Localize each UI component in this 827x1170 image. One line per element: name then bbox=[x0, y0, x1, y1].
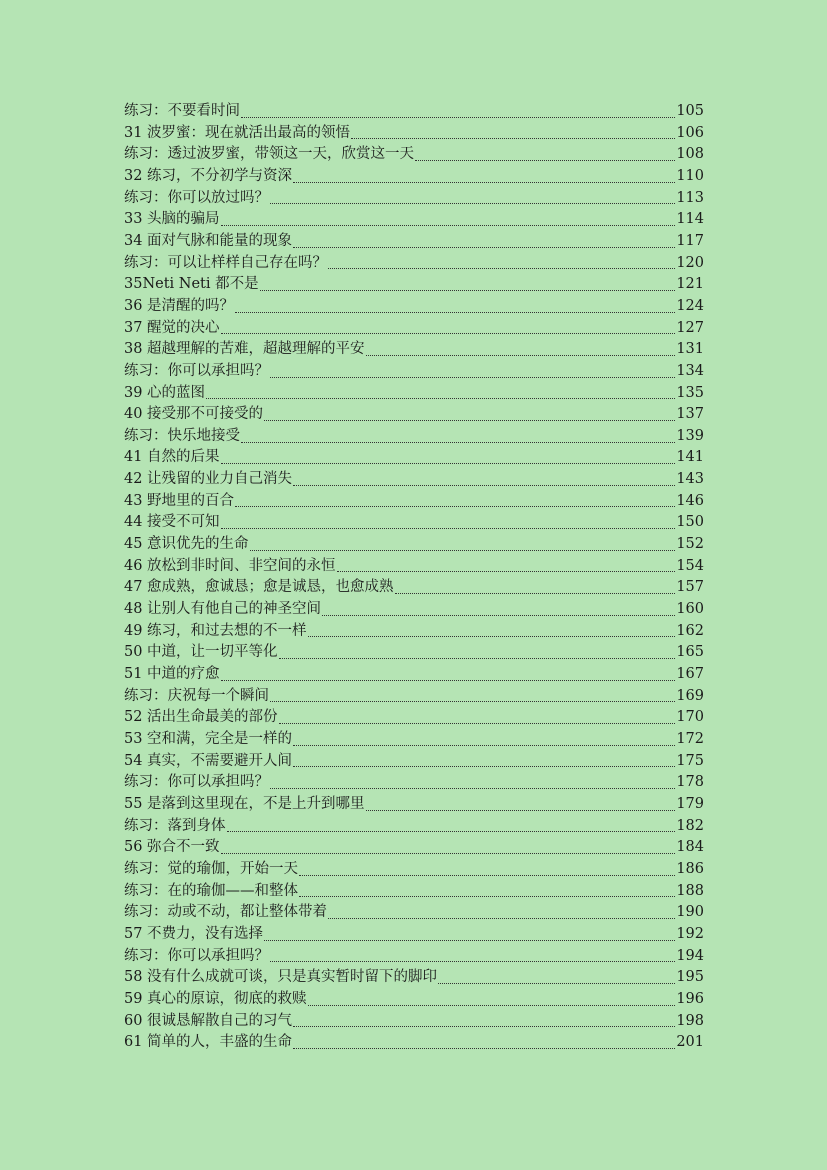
dot-leader bbox=[221, 463, 676, 464]
toc-entry-page-number: 135 bbox=[676, 384, 704, 401]
toc-entry-page-number: 117 bbox=[676, 232, 704, 249]
toc-entry-title: 49 练习，和过去想的不一样 bbox=[124, 622, 307, 639]
toc-entry-page-number: 186 bbox=[676, 860, 704, 877]
toc-entry-page-number: 139 bbox=[676, 427, 704, 444]
toc-entry-title: 51 中道的疗愈 bbox=[124, 666, 220, 683]
toc-entry-page-number: 172 bbox=[676, 731, 704, 748]
toc-entry[interactable] bbox=[124, 361, 704, 383]
dot-leader bbox=[366, 810, 676, 811]
dot-leader bbox=[270, 377, 675, 378]
toc-entry[interactable] bbox=[124, 621, 704, 643]
toc-entry-title: 34 面对气脉和能量的现象 bbox=[124, 232, 293, 249]
toc-entry-page-number: 184 bbox=[676, 839, 704, 856]
toc-entry[interactable] bbox=[124, 1032, 704, 1054]
toc-entry-page-number: 196 bbox=[676, 990, 704, 1007]
toc-entry-page-number: 110 bbox=[676, 167, 704, 184]
toc-entry-title: 练习：动或不动，都让整体带着 bbox=[124, 904, 327, 921]
toc-entry-title: 35Neti Neti 都不是 bbox=[124, 276, 259, 293]
dot-leader bbox=[260, 290, 676, 291]
toc-entry-title: 练习：你可以承担吗？ bbox=[124, 947, 269, 964]
dot-leader bbox=[395, 593, 676, 594]
toc-entry-page-number: 195 bbox=[676, 969, 704, 986]
toc-entry[interactable] bbox=[124, 404, 704, 426]
toc-entry-page-number: 157 bbox=[676, 579, 704, 596]
toc-entry-title: 60 很诚恳解散自己的习气 bbox=[124, 1012, 293, 1029]
toc-entry[interactable] bbox=[124, 534, 704, 556]
dot-leader bbox=[293, 247, 675, 248]
toc-entry-page-number: 201 bbox=[676, 1034, 704, 1051]
toc-entry-page-number: 150 bbox=[676, 514, 704, 531]
toc-entry-page-number: 108 bbox=[676, 146, 704, 163]
toc-entry[interactable] bbox=[124, 296, 704, 318]
dot-leader bbox=[299, 875, 675, 876]
dot-leader bbox=[293, 1048, 675, 1049]
toc-entry-title: 61 简单的人，丰盛的生命 bbox=[124, 1034, 293, 1051]
toc-entry[interactable] bbox=[124, 946, 704, 968]
toc-entry[interactable] bbox=[124, 924, 704, 946]
toc-entry-title: 33 头脑的骗局 bbox=[124, 211, 220, 228]
toc-entry[interactable] bbox=[124, 902, 704, 924]
toc-entry-title: 40 接受那不可接受的 bbox=[124, 406, 264, 423]
toc-entry[interactable] bbox=[124, 686, 704, 708]
toc-entry-page-number: 121 bbox=[676, 276, 704, 293]
toc-entry-page-number: 190 bbox=[676, 904, 704, 921]
dot-leader bbox=[293, 182, 675, 183]
toc-entry[interactable] bbox=[124, 751, 704, 773]
dot-leader bbox=[366, 355, 676, 356]
toc-entry[interactable] bbox=[124, 556, 704, 578]
toc-entry[interactable] bbox=[124, 123, 704, 145]
dot-leader bbox=[299, 896, 675, 897]
toc-entry[interactable] bbox=[124, 144, 704, 166]
toc-entry[interactable] bbox=[124, 772, 704, 794]
toc-entry-page-number: 106 bbox=[676, 124, 704, 141]
dot-leader bbox=[328, 268, 675, 269]
dot-leader bbox=[270, 788, 675, 789]
toc-entry[interactable] bbox=[124, 166, 704, 188]
toc-entry-title: 练习：你可以承担吗？ bbox=[124, 774, 269, 791]
toc-entry[interactable] bbox=[124, 426, 704, 448]
dot-leader bbox=[221, 680, 676, 681]
toc-entry-title: 41 自然的后果 bbox=[124, 449, 220, 466]
dot-leader bbox=[293, 745, 675, 746]
toc-entry-page-number: 188 bbox=[676, 882, 704, 899]
toc-entry-title: 57 不费力，没有选择 bbox=[124, 925, 264, 942]
toc-entry-page-number: 137 bbox=[676, 406, 704, 423]
dot-leader bbox=[279, 658, 676, 659]
toc-entry[interactable] bbox=[124, 253, 704, 275]
toc-entry-title: 50 中道，让一切平等化 bbox=[124, 644, 278, 661]
toc-entry-title: 32 练习，不分初学与资深 bbox=[124, 167, 293, 184]
dot-leader bbox=[241, 117, 675, 118]
toc-entry-page-number: 143 bbox=[676, 471, 704, 488]
dot-leader bbox=[270, 961, 675, 962]
toc-entry[interactable] bbox=[124, 967, 704, 989]
toc-entry-page-number: 134 bbox=[676, 362, 704, 379]
toc-entry-page-number: 192 bbox=[676, 925, 704, 942]
toc-entry-page-number: 114 bbox=[676, 211, 704, 228]
toc-entry-page-number: 194 bbox=[676, 947, 704, 964]
toc-entry[interactable] bbox=[124, 794, 704, 816]
dot-leader bbox=[293, 766, 675, 767]
toc-entry-title: 练习：在的瑜伽——和整体 bbox=[124, 882, 298, 899]
toc-entry-title: 58 没有什么成就可谈，只是真实暂时留下的脚印 bbox=[124, 969, 438, 986]
toc-entry-page-number: 178 bbox=[676, 774, 704, 791]
toc-entry-page-number: 179 bbox=[676, 795, 704, 812]
table-of-contents bbox=[124, 101, 704, 1054]
toc-entry-page-number: 120 bbox=[676, 254, 704, 271]
toc-entry[interactable] bbox=[124, 642, 704, 664]
toc-entry-page-number: 182 bbox=[676, 817, 704, 834]
toc-entry-title: 练习：透过波罗蜜，带领这一天，欣赏这一天 bbox=[124, 146, 414, 163]
toc-entry[interactable] bbox=[124, 318, 704, 340]
toc-entry[interactable] bbox=[124, 577, 704, 599]
dot-leader bbox=[293, 1026, 675, 1027]
dot-leader bbox=[241, 442, 675, 443]
dot-leader bbox=[308, 1005, 676, 1006]
toc-entry-title: 38 超越理解的苦难，超越理解的平安 bbox=[124, 341, 365, 358]
toc-entry[interactable] bbox=[124, 837, 704, 859]
dot-leader bbox=[221, 853, 676, 854]
dot-leader bbox=[279, 723, 676, 724]
toc-entry-title: 52 活出生命最美的部份 bbox=[124, 709, 278, 726]
toc-entry-title: 练习：庆祝每一个瞬间 bbox=[124, 687, 269, 704]
dot-leader bbox=[235, 312, 675, 313]
toc-entry-title: 59 真心的原谅，彻底的救赎 bbox=[124, 990, 307, 1007]
dot-leader bbox=[221, 225, 676, 226]
toc-entry-title: 42 让残留的业力自己消失 bbox=[124, 471, 293, 488]
dot-leader bbox=[270, 203, 675, 204]
dot-leader bbox=[221, 528, 676, 529]
dot-leader bbox=[337, 571, 676, 572]
toc-entry[interactable] bbox=[124, 599, 704, 621]
dot-leader bbox=[322, 615, 675, 616]
toc-entry[interactable] bbox=[124, 664, 704, 686]
toc-entry[interactable] bbox=[124, 491, 704, 513]
toc-entry[interactable] bbox=[124, 188, 704, 210]
dot-leader bbox=[264, 420, 675, 421]
dot-leader bbox=[293, 485, 675, 486]
toc-entry[interactable] bbox=[124, 729, 704, 751]
toc-entry-title: 37 醒觉的决心 bbox=[124, 319, 220, 336]
toc-entry-page-number: 169 bbox=[676, 687, 704, 704]
toc-entry[interactable] bbox=[124, 989, 704, 1011]
toc-entry[interactable] bbox=[124, 209, 704, 231]
toc-entry[interactable] bbox=[124, 339, 704, 361]
toc-entry[interactable] bbox=[124, 101, 704, 123]
dot-leader bbox=[351, 138, 675, 139]
toc-entry-page-number: 198 bbox=[676, 1012, 704, 1029]
dot-leader bbox=[235, 506, 675, 507]
toc-entry[interactable] bbox=[124, 469, 704, 491]
toc-entry-title: 47 愈成熟，愈诚恳；愈是诚恳，也愈成熟 bbox=[124, 579, 394, 596]
toc-entry[interactable] bbox=[124, 1011, 704, 1033]
toc-entry-title: 练习：觉的瑜伽，开始一天 bbox=[124, 860, 298, 877]
toc-entry-title: 练习：你可以放过吗？ bbox=[124, 189, 269, 206]
toc-entry-page-number: 167 bbox=[676, 666, 704, 683]
toc-entry-title: 44 接受不可知 bbox=[124, 514, 220, 531]
dot-leader bbox=[264, 940, 675, 941]
toc-entry-title: 31 波罗蜜：现在就活出最高的领悟 bbox=[124, 124, 351, 141]
dot-leader bbox=[415, 160, 675, 161]
toc-entry-page-number: 162 bbox=[676, 622, 704, 639]
toc-entry[interactable] bbox=[124, 859, 704, 881]
toc-entry[interactable] bbox=[124, 881, 704, 903]
dot-leader bbox=[328, 918, 675, 919]
toc-entry-page-number: 175 bbox=[676, 752, 704, 769]
toc-entry-page-number: 113 bbox=[676, 189, 704, 206]
toc-entry-title: 43 野地里的百合 bbox=[124, 492, 235, 509]
toc-entry-title: 练习：快乐地接受 bbox=[124, 427, 240, 444]
toc-entry-page-number: 127 bbox=[676, 319, 704, 336]
dot-leader bbox=[206, 398, 675, 399]
toc-entry[interactable] bbox=[124, 512, 704, 534]
toc-entry-title: 56 弥合不一致 bbox=[124, 839, 220, 856]
toc-entry-page-number: 154 bbox=[676, 557, 704, 574]
toc-entry[interactable] bbox=[124, 816, 704, 838]
toc-entry-title: 练习：不要看时间 bbox=[124, 102, 240, 119]
toc-entry-title: 练习：你可以承担吗？ bbox=[124, 362, 269, 379]
toc-entry-page-number: 152 bbox=[676, 536, 704, 553]
dot-leader bbox=[250, 550, 676, 551]
toc-entry-title: 48 让别人有他自己的神圣空间 bbox=[124, 601, 322, 618]
toc-entry-title: 39 心的蓝图 bbox=[124, 384, 206, 401]
toc-entry[interactable] bbox=[124, 383, 704, 405]
toc-entry-title: 45 意识优先的生命 bbox=[124, 536, 249, 553]
dot-leader bbox=[308, 636, 676, 637]
toc-entry-page-number: 105 bbox=[676, 102, 704, 119]
dot-leader bbox=[227, 831, 676, 832]
toc-entry-title: 46 放松到非时间、非空间的永恒 bbox=[124, 557, 336, 574]
toc-entry-title: 36 是清醒的吗？ bbox=[124, 297, 235, 314]
toc-entry-page-number: 146 bbox=[676, 492, 704, 509]
toc-entry[interactable] bbox=[124, 707, 704, 729]
dot-leader bbox=[221, 333, 676, 334]
toc-entry[interactable] bbox=[124, 274, 704, 296]
toc-entry-title: 练习：可以让样样自己存在吗？ bbox=[124, 254, 327, 271]
toc-entry-title: 55 是落到这里现在，不是上升到哪里 bbox=[124, 795, 365, 812]
toc-entry-page-number: 124 bbox=[676, 297, 704, 314]
toc-entry-title: 54 真实，不需要避开人间 bbox=[124, 752, 293, 769]
toc-entry-title: 练习：落到身体 bbox=[124, 817, 226, 834]
dot-leader bbox=[438, 983, 675, 984]
toc-entry[interactable] bbox=[124, 231, 704, 253]
toc-entry-page-number: 165 bbox=[676, 644, 704, 661]
dot-leader bbox=[270, 701, 675, 702]
toc-entry[interactable] bbox=[124, 448, 704, 470]
toc-entry-page-number: 141 bbox=[676, 449, 704, 466]
toc-entry-title: 53 空和满，完全是一样的 bbox=[124, 731, 293, 748]
toc-entry-page-number: 170 bbox=[676, 709, 704, 726]
toc-entry-page-number: 131 bbox=[676, 341, 704, 358]
toc-entry-page-number: 160 bbox=[676, 601, 704, 618]
